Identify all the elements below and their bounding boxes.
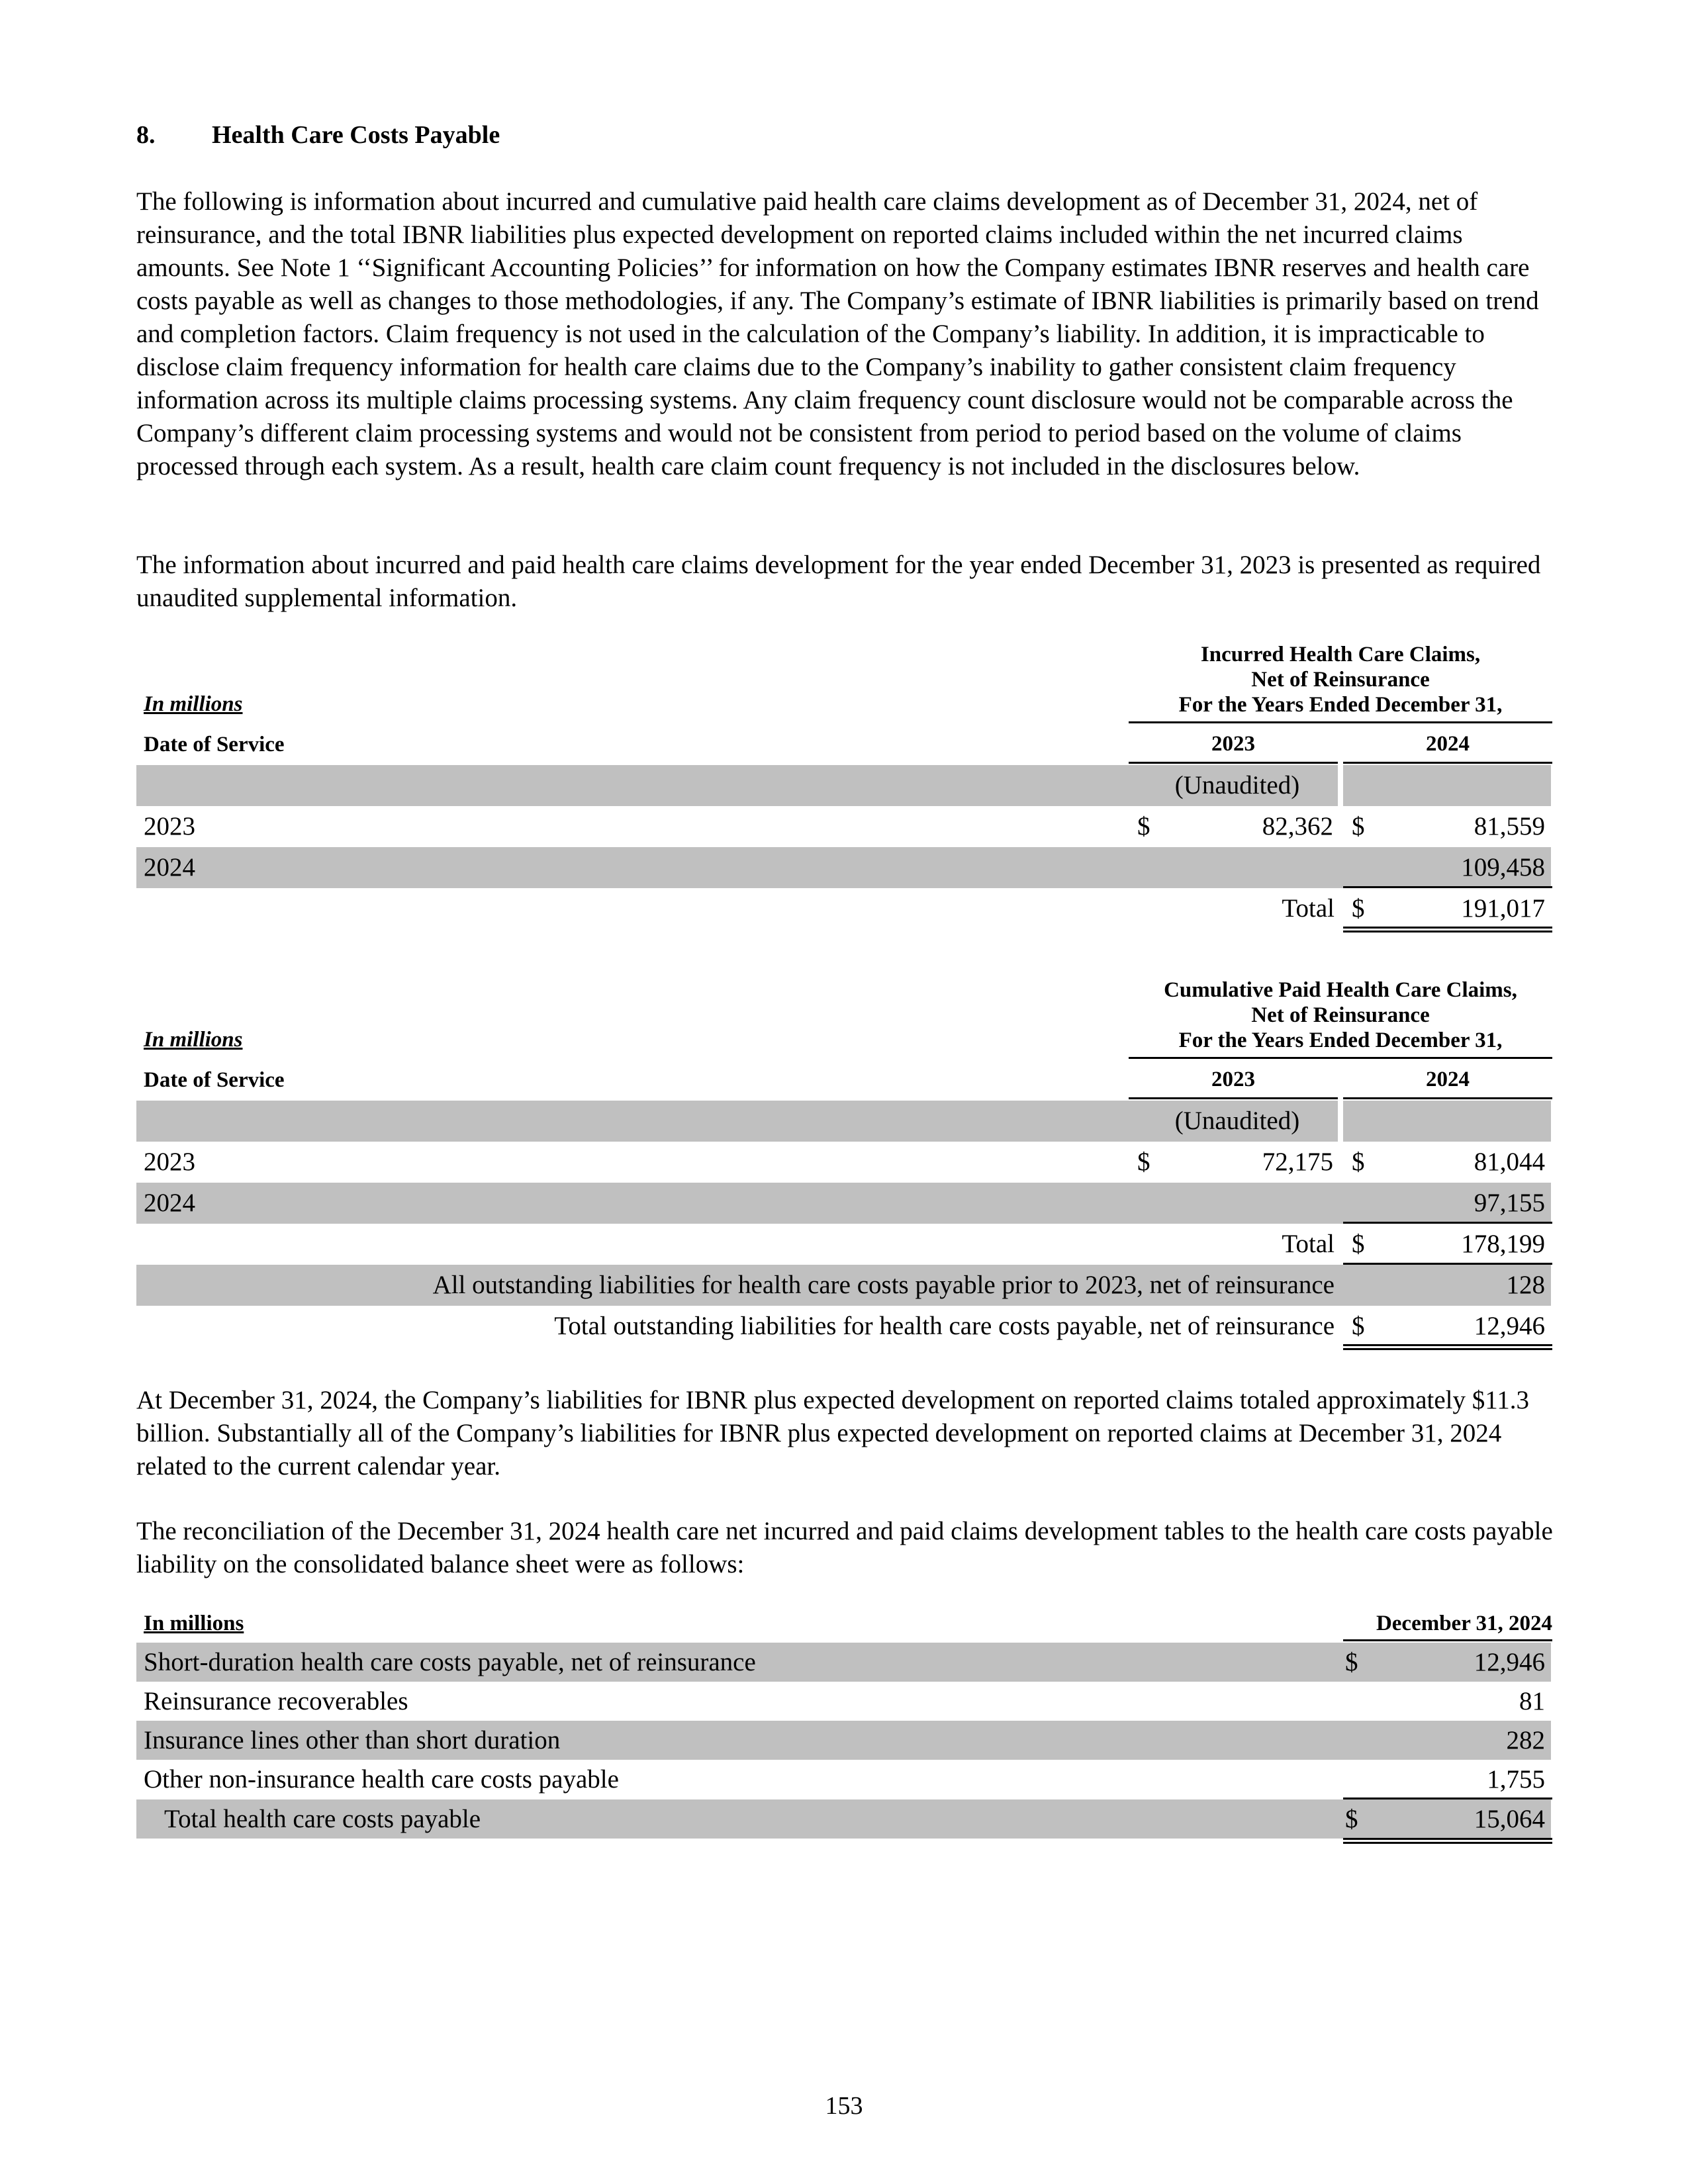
table3-row-value: 12,946 bbox=[1474, 1648, 1545, 1676]
table3-total-row bbox=[136, 1799, 1551, 1839]
table1-unaudited-row bbox=[136, 765, 1551, 806]
table1-header-line3: For the Years Ended December 31, bbox=[1178, 693, 1503, 717]
table3-row-label: Insurance lines other than short duration bbox=[144, 1726, 561, 1754]
table2-total-currency: $ bbox=[1352, 1230, 1365, 1258]
table1-units: In millions bbox=[144, 692, 243, 716]
table1-row-currency-1: $ bbox=[1137, 812, 1150, 841]
table1-row-value-2023 bbox=[1196, 847, 1333, 888]
table2-outstanding-row bbox=[136, 1306, 1551, 1347]
table2-unaudited-row bbox=[136, 1101, 1551, 1142]
table1-header-line2: Net of Reinsurance bbox=[1251, 668, 1430, 692]
table2-col2-rule bbox=[1343, 1097, 1552, 1099]
table2-total-value: 178,199 bbox=[1461, 1230, 1545, 1258]
table3-row bbox=[136, 1721, 1551, 1760]
table2-header-rule bbox=[1129, 1057, 1552, 1059]
table2-outstanding-value: 12,946 bbox=[1474, 1312, 1545, 1340]
table1-header-rule bbox=[1129, 721, 1552, 723]
section-title: Health Care Costs Payable bbox=[212, 121, 500, 149]
table3-row-label: Reinsurance recoverables bbox=[144, 1687, 408, 1715]
table2-row-value-2023: 72,175 bbox=[1262, 1148, 1333, 1176]
table1-col1-rule bbox=[1129, 762, 1338, 764]
table1-col-2024: 2024 bbox=[1426, 732, 1470, 756]
table1-col-2023: 2023 bbox=[1211, 732, 1255, 756]
table2-row-currency-2: $ bbox=[1352, 1148, 1365, 1176]
intro-paragraph bbox=[136, 185, 1560, 483]
table2-col1-rule bbox=[1129, 1097, 1338, 1099]
table2-total-row bbox=[136, 1224, 1551, 1265]
table1-row-value-2024: 81,559 bbox=[1474, 812, 1545, 841]
table2-prior-value: 128 bbox=[1506, 1271, 1545, 1299]
table1-row-label: 2024 bbox=[144, 853, 195, 882]
table2-outstanding-currency: $ bbox=[1352, 1312, 1365, 1340]
table2-unaudited-label: (Unaudited) bbox=[1174, 1107, 1300, 1135]
table3-header-rule bbox=[1343, 1639, 1552, 1641]
table2-row-label: 2023 bbox=[144, 1148, 195, 1176]
page-number: 153 bbox=[825, 2092, 863, 2120]
table3-row-label: Other non-insurance health care costs payable bbox=[144, 1765, 619, 1794]
table2-row-label: 2024 bbox=[144, 1189, 195, 1217]
table2-row-value-2024: 97,155 bbox=[1474, 1189, 1545, 1217]
table2-row bbox=[136, 1142, 1551, 1183]
table1-col2-rule bbox=[1343, 762, 1552, 764]
table1-header bbox=[1129, 642, 1552, 717]
table3-total-label: Total health care costs payable bbox=[164, 1805, 481, 1833]
table2-row-currency-1: $ bbox=[1137, 1148, 1150, 1176]
table3-total-currency: $ bbox=[1345, 1805, 1358, 1833]
table2-col-2023: 2023 bbox=[1211, 1068, 1255, 1091]
table2-prior-row bbox=[136, 1265, 1551, 1306]
table3-row-label: Short-duration health care costs payable, net of reinsurance bbox=[144, 1648, 756, 1676]
table1-row bbox=[136, 806, 1551, 847]
table2-row bbox=[136, 1183, 1551, 1224]
table2-header-line3: For the Years Ended December 31, bbox=[1178, 1028, 1503, 1052]
table1-row-value-2023: 82,362 bbox=[1262, 812, 1333, 841]
table3-total-value: 15,064 bbox=[1474, 1805, 1545, 1833]
table2-total-label: Total bbox=[1282, 1230, 1335, 1258]
table3-units: In millions bbox=[144, 1612, 244, 1635]
table1-row-currency-2: $ bbox=[1352, 812, 1365, 841]
table1-row-value-2024: 109,458 bbox=[1461, 853, 1545, 882]
table1-header-line1: Incurred Health Care Claims, bbox=[1200, 643, 1481, 666]
table3-row bbox=[136, 1760, 1551, 1799]
unaudited-note-paragraph bbox=[136, 549, 1560, 615]
table2-units: In millions bbox=[144, 1028, 243, 1052]
table3-row-value: 81 bbox=[1519, 1687, 1545, 1715]
reconciliation-text: The reconciliation of the December 31, 2024 health care net incurred and paid claims development tables to the health care costs payable liability on the consolidated balance sheet were as follows: bbox=[136, 1517, 1553, 1578]
table1-total-label: Total bbox=[1282, 894, 1335, 923]
table2-row-value-2024: 81,044 bbox=[1474, 1148, 1545, 1176]
table1-unaudited-gap bbox=[1338, 765, 1343, 806]
section-number: 8. bbox=[136, 121, 156, 149]
table2-row-label-header: Date of Service bbox=[144, 1068, 285, 1092]
table1-total-value: 191,017 bbox=[1461, 894, 1545, 923]
table2-unaudited-gap bbox=[1338, 1101, 1343, 1142]
table1-total-double-rule bbox=[1343, 927, 1552, 933]
table2-outstanding-double-rule bbox=[1343, 1344, 1552, 1350]
table2-col-2024: 2024 bbox=[1426, 1068, 1470, 1091]
table3-row-value: 282 bbox=[1506, 1726, 1545, 1754]
table3-row-value: 1,755 bbox=[1487, 1765, 1545, 1794]
table3-row bbox=[136, 1643, 1551, 1682]
table2-header bbox=[1129, 978, 1552, 1053]
reconciliation-paragraph bbox=[136, 1515, 1560, 1581]
table1-row bbox=[136, 847, 1551, 888]
table1-total-currency: $ bbox=[1352, 894, 1365, 923]
table2-header-line2: Net of Reinsurance bbox=[1251, 1003, 1430, 1027]
table2-row-value-2023 bbox=[1196, 1183, 1333, 1224]
table1-total-row bbox=[136, 888, 1551, 929]
table3-col-header: December 31, 2024 bbox=[1376, 1612, 1552, 1635]
table1-unaudited-label: (Unaudited) bbox=[1174, 771, 1300, 799]
ibnr-paragraph bbox=[136, 1384, 1560, 1483]
table1-row-label: 2023 bbox=[144, 812, 195, 841]
ibnr-text: At December 31, 2024, the Company’s liabilities for IBNR plus expected development on reported claims totaled approximately $11.3 billion. Substantially all of the Company’s liabilities for IBNR plus expected development on reported claims at December 31, 2024 related to the current calendar year. bbox=[136, 1386, 1530, 1480]
intro-text: The following is information about incurred and cumulative paid health care claims development as of December 31, 2024, net of reinsurance, and the total IBNR liabilities plus expected development on reported claims included within the net incurred claims amounts. See Note 1 ‘‘Significant Accounting Policies’’ for information on how the Company estimates IBNR reserves and health care costs payable as well as changes to those methodologies, if any. The Company’s estimate of IBNR liabilities is primarily based on trend and completion factors. Claim frequency is not used in the calculation of the Company’s liability. In addition, it is impracticable to disclose claim frequency information for health care claims due to the Company’s inability to gather consistent claim frequency information across its multiple claims processing systems. Any claim frequency count disclosure would not be comparable across the Company’s different claim processing systems and would not be consistent from period to period based on the volume of claims processed through each system. As a result, health care claim count frequency is not included in the disclosures below. bbox=[136, 187, 1539, 480]
table2-prior-label: All outstanding liabilities for health care costs payable prior to 2023, net of reinsurance bbox=[432, 1271, 1335, 1299]
table1-row-label-header: Date of Service bbox=[144, 733, 285, 756]
table3-row-currency: $ bbox=[1345, 1648, 1358, 1676]
table2-header-line1: Cumulative Paid Health Care Claims, bbox=[1164, 978, 1517, 1002]
table2-outstanding-label: Total outstanding liabilities for health care costs payable, net of reinsurance bbox=[554, 1312, 1335, 1340]
unaudited-note-text: The information about incurred and paid health care claims development for the year ended December 31, 2023 is presented as required unaudited supplemental information. bbox=[136, 551, 1541, 612]
table3-row bbox=[136, 1682, 1551, 1721]
table3-total-double-rule bbox=[1343, 1838, 1552, 1844]
